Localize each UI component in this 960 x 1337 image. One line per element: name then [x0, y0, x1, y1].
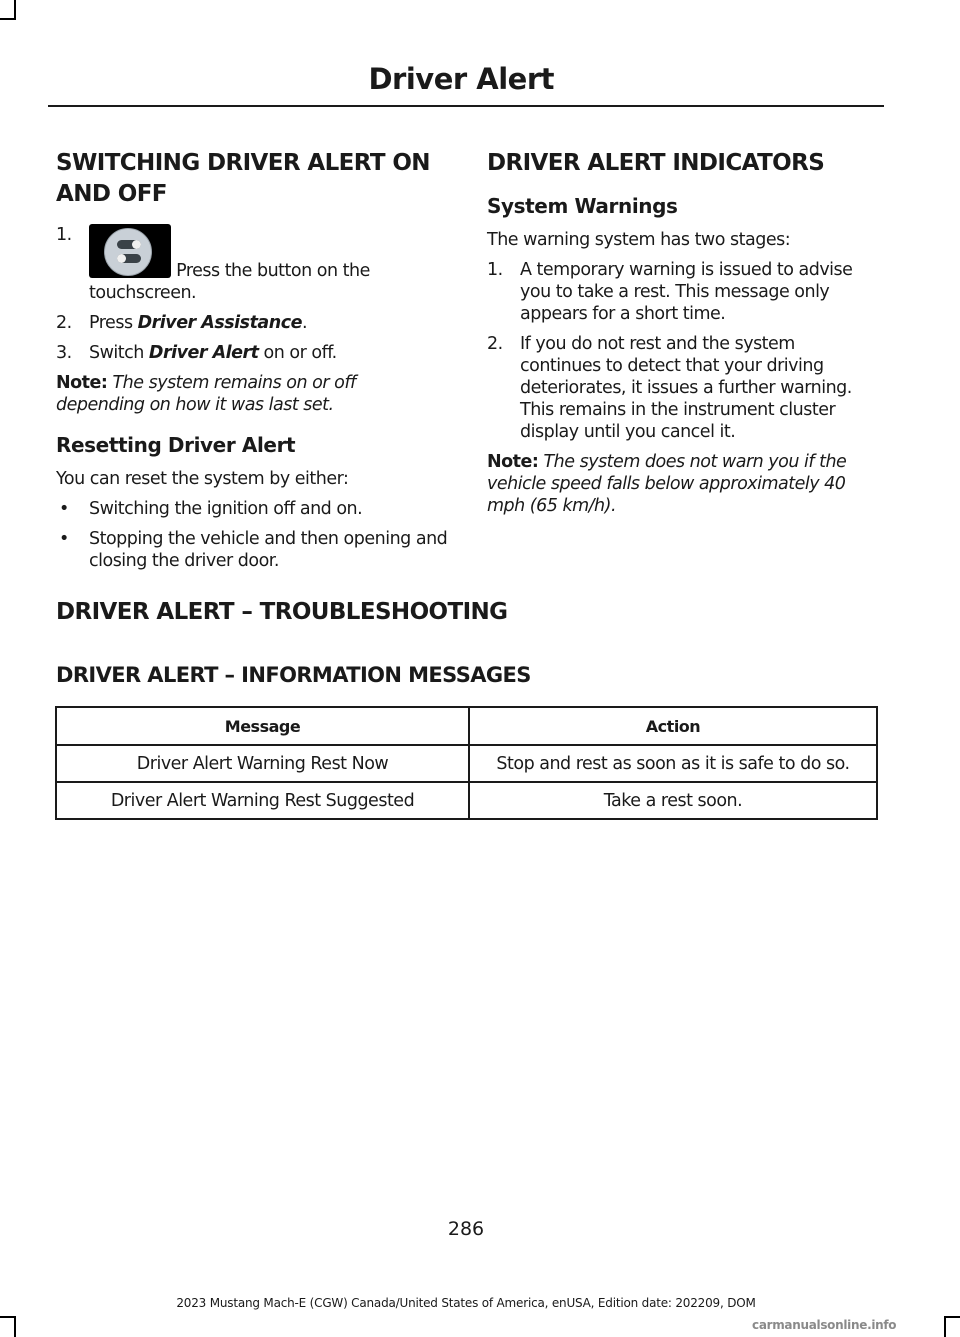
section-heading-information-messages: DRIVER ALERT – INFORMATION MESSAGES [56, 663, 531, 687]
crop-mark [0, 18, 16, 20]
column-header-message: Message [56, 707, 469, 745]
right-column [487, 148, 879, 525]
list-item [56, 528, 448, 572]
crop-mark [0, 1316, 16, 1318]
step-number: 2. [56, 313, 72, 333]
list-item [56, 342, 448, 364]
note-text: The system does not warn you if the vehicle speed falls below approximately 40 mph (65 km/h). [487, 452, 847, 516]
table-cell-action: Take a rest soon. [469, 782, 877, 819]
list-item [56, 498, 448, 520]
step-number: 3. [56, 343, 72, 363]
stage-text: A temporary warning is issued to advise you to take a rest. This message only appears for a short time. [520, 260, 853, 324]
information-messages-table [55, 706, 878, 820]
crop-mark [944, 1316, 960, 1318]
bullet-mark: • [59, 499, 69, 519]
bullet-text: Stopping the vehicle and then opening and closing the driver door. [89, 529, 448, 571]
information-messages-section [56, 660, 886, 691]
reset-intro: You can reset the system by either: [56, 469, 349, 489]
crop-mark [944, 1316, 946, 1337]
note [56, 372, 448, 416]
table-cell-message: Driver Alert Warning Rest Suggested [56, 782, 469, 819]
bullet-mark: • [59, 529, 69, 549]
stage-number: 1. [487, 260, 503, 280]
stage-text: If you do not rest and the system continues to detect that your driving deteriorates, it issues a further warning. This remains in the instrument cluster display until you cancel it. [520, 334, 852, 442]
note-label: Note: [487, 452, 539, 472]
step-number: 1. [56, 225, 72, 245]
step-text: Press the button on the touchscreen. [89, 261, 370, 303]
crop-mark [14, 0, 16, 20]
section-heading-troubleshooting: DRIVER ALERT – TROUBLESHOOTING [56, 599, 508, 625]
step-text-post: on or off. [258, 343, 337, 363]
table-row [56, 745, 877, 782]
section-heading-indicators: DRIVER ALERT INDICATORS [487, 150, 825, 176]
note [487, 451, 879, 517]
table-row [56, 782, 877, 819]
list-item [56, 312, 448, 334]
page-number: 286 [447, 1218, 485, 1240]
header-divider [48, 105, 884, 107]
subheading-resetting: Resetting Driver Alert [56, 433, 296, 457]
step-text-pre: Press [89, 313, 138, 333]
table-cell-action: Stop and rest as soon as it is safe to do so. [469, 745, 877, 782]
menu-name-emphasis: Driver Assistance [137, 313, 302, 333]
column-header-action: Action [469, 707, 877, 745]
left-column [56, 148, 448, 580]
note-label: Note: [56, 373, 108, 393]
troubleshooting-section [56, 597, 886, 628]
crop-mark [14, 1316, 16, 1337]
reset-bullets-list [56, 498, 448, 572]
subheading-system-warnings: System Warnings [487, 194, 678, 218]
table-header-row [56, 707, 877, 745]
note-text: The system remains on or off depending on how it was last set. [56, 373, 356, 415]
section-heading-switching: SWITCHING DRIVER ALERT ON AND OFF [56, 150, 430, 207]
vehicle-settings-switch-icon [89, 224, 171, 278]
warning-intro: The warning system has two stages: [487, 230, 791, 250]
list-item [487, 259, 879, 325]
list-item [487, 333, 879, 443]
step-text-post: . [301, 313, 308, 333]
stage-number: 2. [487, 334, 503, 354]
setting-name-emphasis: Driver Alert [148, 343, 259, 363]
table-cell-message: Driver Alert Warning Rest Now [56, 745, 469, 782]
page-header-title: Driver Alert [368, 62, 554, 96]
step-text-pre: Switch [89, 343, 149, 363]
warning-stages-list [487, 259, 879, 443]
switching-steps-list [56, 224, 448, 364]
list-item [56, 224, 448, 304]
bullet-text: Switching the ignition off and on. [89, 499, 363, 519]
site-watermark: carmanualsonline.info [752, 1318, 897, 1332]
edition-footer: 2023 Mustang Mach-E (CGW) Canada/United States of America, enUSA, Edition date: 202209, DOM [176, 1296, 756, 1310]
